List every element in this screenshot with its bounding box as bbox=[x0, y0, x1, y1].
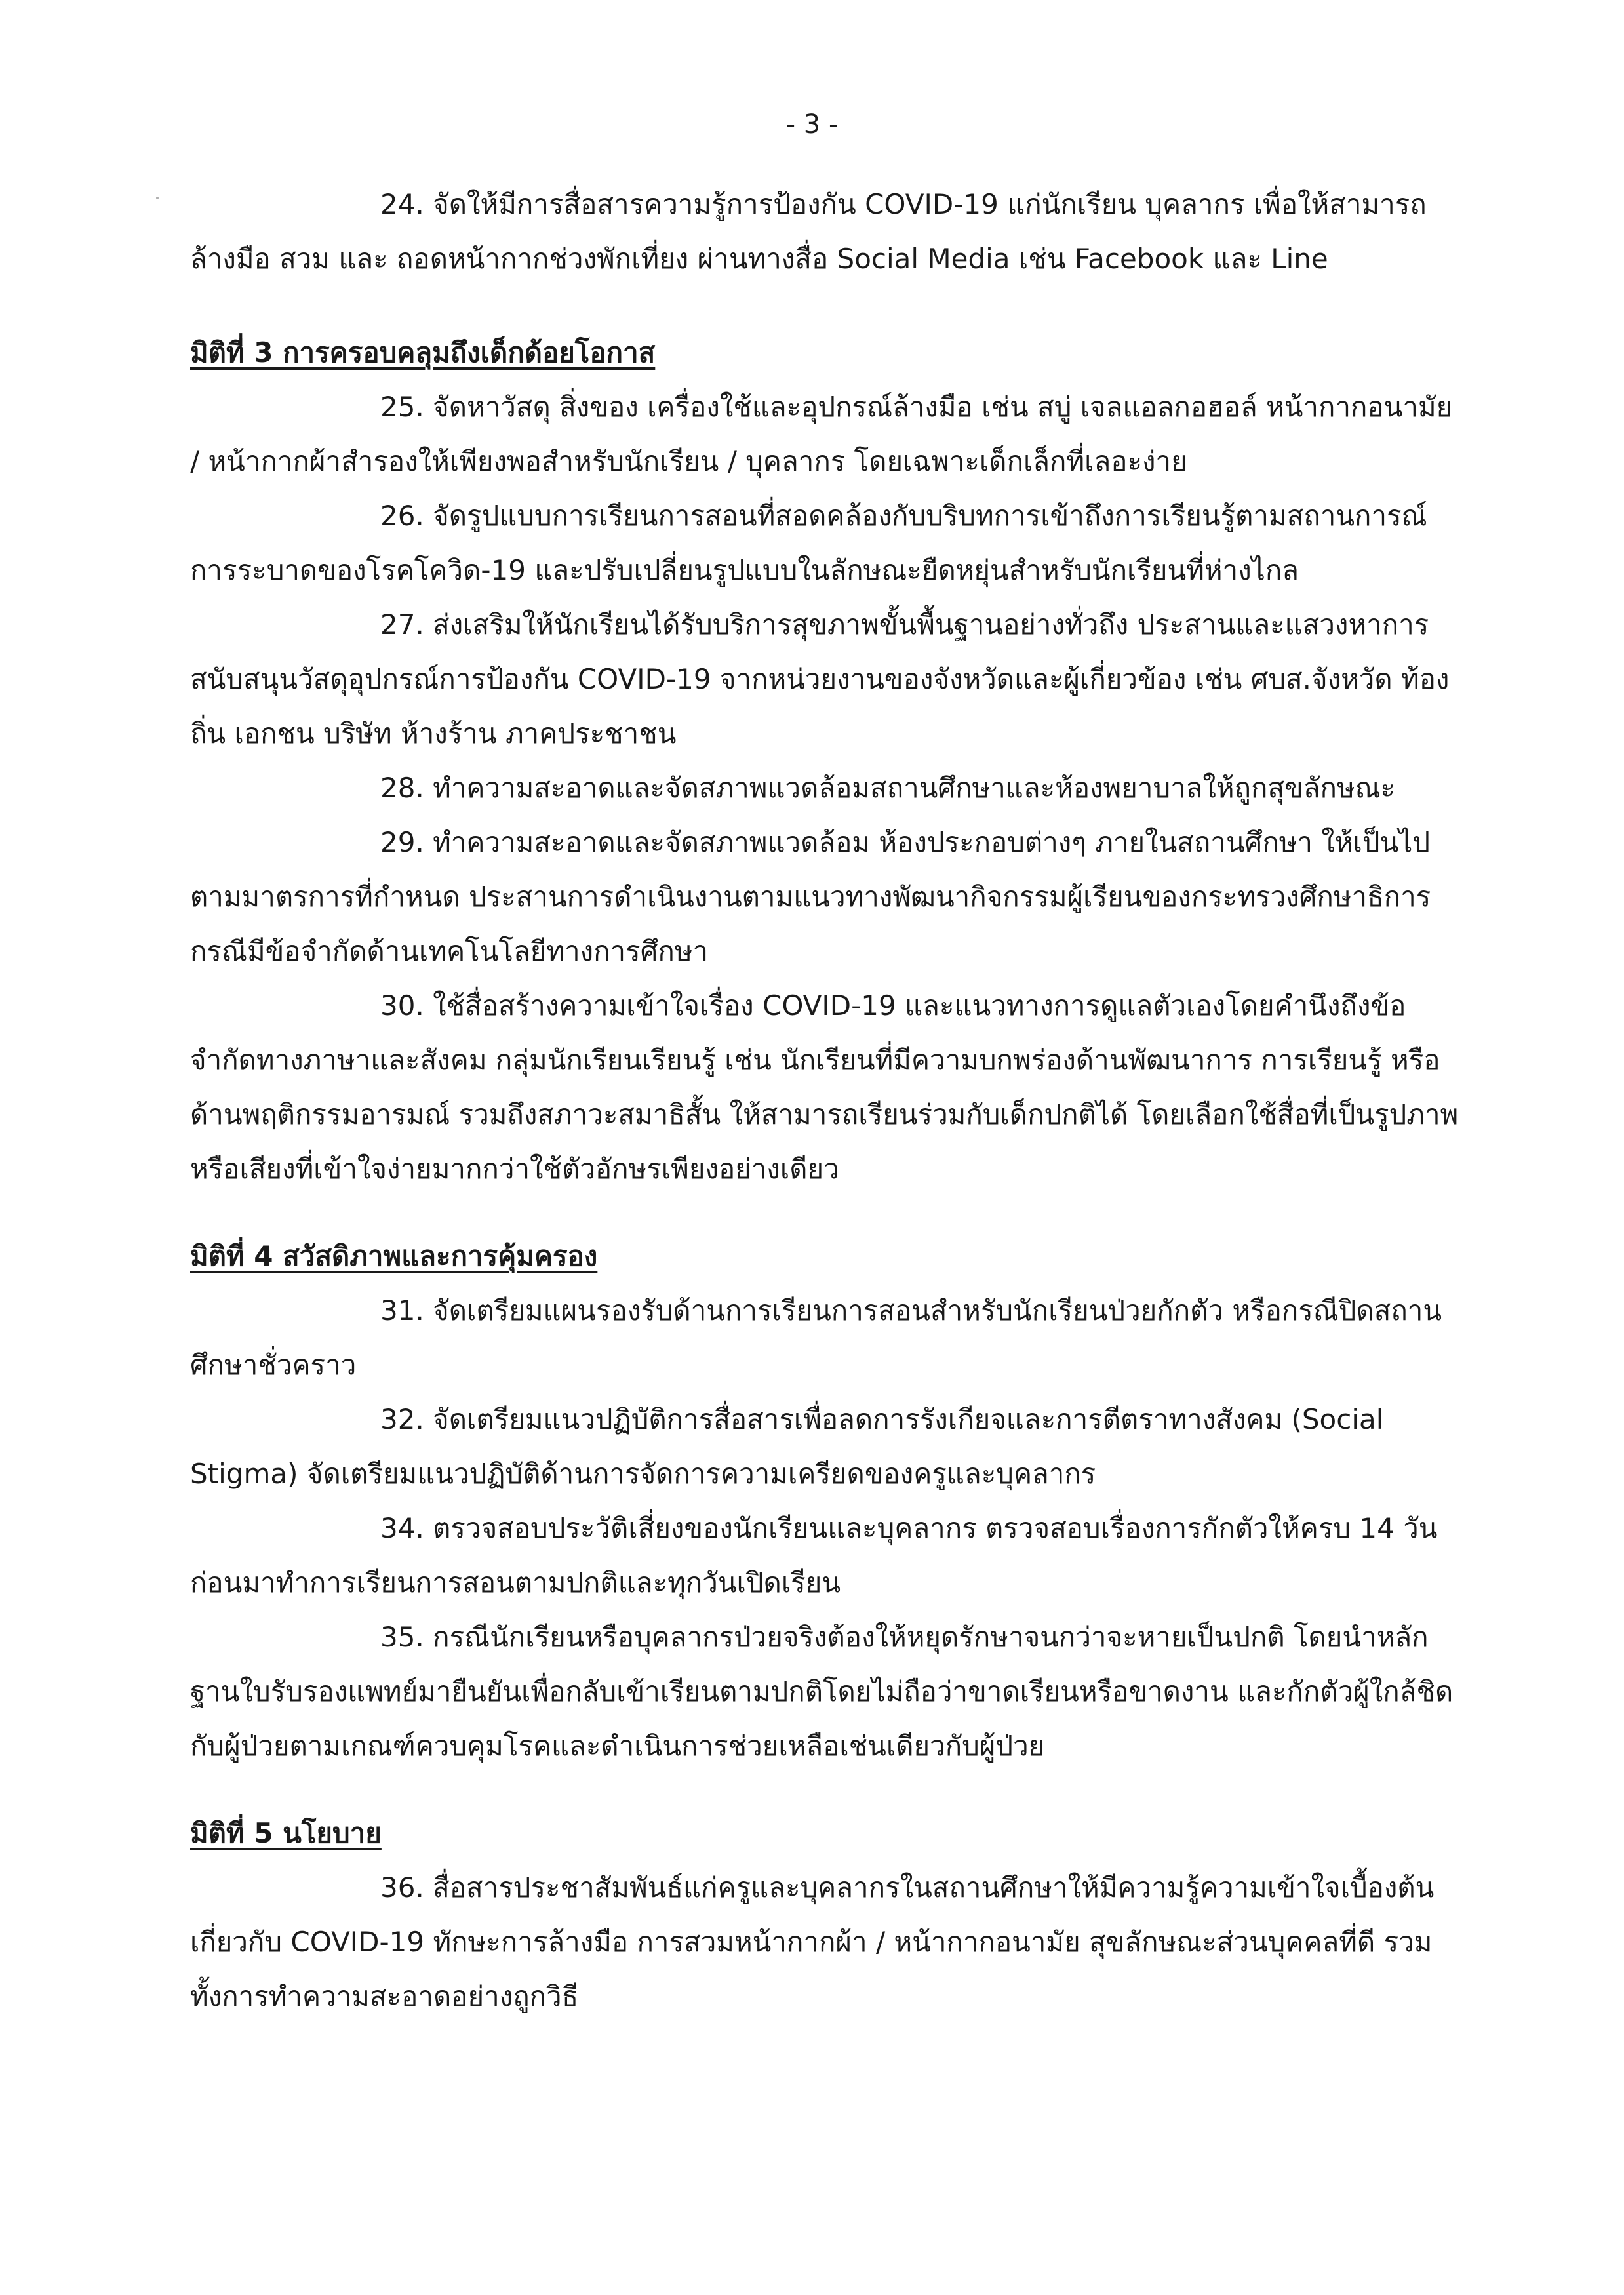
paragraph-item-32: 32. จัดเตรียมแนวปฏิบัติการสื่อสารเพื่อลดการรังเกียจและการตีตราทางสังคม (Social Stigma) จัดเตรียมแนวปฏิบัติด้านการจัดการความเครียดของครูและบุคลากร bbox=[190, 1403, 1384, 1490]
paragraph-item-27: 27. ส่งเสริมให้นักเรียนได้รับบริการสุขภาพขั้นพื้นฐานอย่างทั่วถึง ประสานและแสวงหาการสนับสนุนวัสดุอุปกรณ์การป้องกัน COVID-19 จากหน่วยงานของจังหวัดและผู้เกี่ยวข้อง เช่น ศบส.จังหวัด ท้องถิ่น เอกชน บริษัท ห้างร้าน ภาคประชาชน bbox=[190, 609, 1450, 749]
section-heading-dimension-3: มิติที่ 3 การครอบคลุมถึงเด็กด้อยโอกาส bbox=[190, 336, 656, 369]
section-heading-dimension-4: มิติที่ 4 สวัสดิภาพและการคุ้มครอง bbox=[190, 1240, 598, 1272]
section-heading-dimension-5: มิติที่ 5 นโยบาย bbox=[190, 1817, 382, 1849]
paragraph-item-34: 34. ตรวจสอบประวัติเสี่ยงของนักเรียนและบุคลากร ตรวจสอบเรื่องการกักตัวให้ครบ 14 วัน ก่อนมาทำการเรียนการสอนตามปกติและทุกวันเปิดเรียน bbox=[190, 1512, 1438, 1599]
paragraph-item-36: 36. สื่อสารประชาสัมพันธ์แก่ครูและบุคลากรในสถานศึกษาให้มีความรู้ความเข้าใจเบื้องต้นเกี่ยวกับ COVID-19 ทักษะการล้างมือ การสวมหน้ากากผ้า / หน้ากากอนามัย สุขลักษณะส่วนบุคคลที่ดี รวมทั้งการทำความสะอาดอย่างถูกวิธี bbox=[190, 1871, 1435, 2012]
scan-speck bbox=[156, 197, 159, 199]
page-number: - 3 - bbox=[785, 110, 839, 140]
paragraph-item-28: 28. ทำความสะอาดและจัดสภาพแวดล้อมสถานศึกษาและห้องพยาบาลให้ถูกสุขลักษณะ bbox=[380, 772, 1396, 804]
paragraph-item-30: 30. ใช้สื่อสร้างความเข้าใจเรื่อง COVID-19 และแนวทางการดูแลตัวเองโดยคำนึงถึงข้อจำกัดทางภาษาและสังคม กลุ่มนักเรียนเรียนรู้ เช่น นักเรียนที่มีความบกพร่องด้านพัฒนาการ การเรียนรู้ หรือด้านพฤติกรรมอารมณ์ รวมถึงสภาวะสมาธิสั้น ให้สามารถเรียนร่วมกับเด็กปกติได้ โดยเลือกใช้สื่อที่เป็นรูปภาพหรือเสียงที่เข้าใจง่ายมากกว่าใช้ตัวอักษรเพียงอย่างเดียว bbox=[190, 989, 1459, 1185]
paragraph-item-24: 24. จัดให้มีการสื่อสารความรู้การป้องกัน COVID-19 แก่นักเรียน บุคลากร เพื่อให้สามารถล้างมือ สวม และ ถอดหน้ากากช่วงพักเที่ยง ผ่านทางสื่อ Social Media เช่น Facebook และ Line bbox=[190, 188, 1427, 275]
paragraph-item-31: 31. จัดเตรียมแผนรองรับด้านการเรียนการสอนสำหรับนักเรียนป่วยกักตัว หรือกรณีปิดสถานศึกษาชั่วคราว bbox=[190, 1294, 1442, 1381]
paragraph-item-35: 35. กรณีนักเรียนหรือบุคลากรป่วยจริงต้องให้หยุดรักษาจนกว่าจะหายเป็นปกติ โดยนำหลักฐานใบรับรองแพทย์มายืนยันเพื่อกลับเข้าเรียนตามปกติโดยไม่ถือว่าขาดเรียนหรือขาดงาน และกักตัวผู้ใกล้ชิดกับผู้ป่วยตามเกณฑ์ควบคุมโรคและดำเนินการช่วยเหลือเช่นเดียวกับผู้ป่วย bbox=[190, 1621, 1454, 1762]
paragraph-item-25: 25. จัดหาวัสดุ สิ่งของ เครื่องใช้และอุปกรณ์ล้างมือ เช่น สบู่ เจลแอลกอฮอล์ หน้ากากอนามัย / หน้ากากผ้าสำรองให้เพียงพอสำหรับนักเรียน / บุคลากร โดยเฉพาะเด็กเล็กที่เลอะง่าย bbox=[190, 391, 1453, 477]
paragraph-item-29: 29. ทำความสะอาดและจัดสภาพแวดล้อม ห้องประกอบต่างๆ ภายในสถานศึกษา ให้เป็นไปตามมาตรการที่กำหนด ประสานการดำเนินงานตามแนวทางพัฒนากิจกรรมผู้เรียนของกระทรวงศึกษาธิการ กรณีมีข้อจำกัดด้านเทคโนโลยีทางการศึกษา bbox=[190, 826, 1431, 967]
document-body bbox=[190, 177, 1462, 2024]
paragraph-item-26: 26. จัดรูปแบบการเรียนการสอนที่สอดคล้องกับบริบทการเข้าถึงการเรียนรู้ตามสถานการณ์การระบาดของโรคโควิด-19 และปรับเปลี่ยนรูปแบบในลักษณะยืดหยุ่นสำหรับนักเรียนที่ห่างไกล bbox=[190, 500, 1427, 586]
